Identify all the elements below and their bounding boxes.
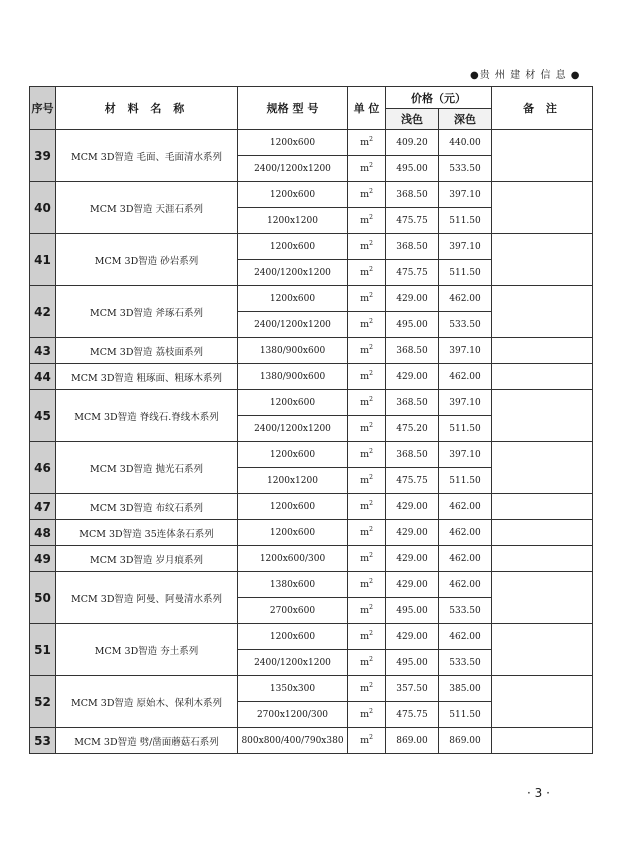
table-row [30, 676, 593, 702]
table-row [30, 546, 593, 572]
unit-cell [348, 286, 386, 312]
row-seq: 39 [30, 130, 56, 182]
unit-cell [348, 156, 386, 182]
table-row [30, 520, 593, 546]
unit-exponent: 2 [369, 500, 373, 508]
price-light-cell: 368.50 [386, 338, 439, 364]
price-dark-cell: 533.50 [439, 598, 492, 624]
table-row [30, 338, 593, 364]
unit-exponent: 2 [369, 734, 373, 742]
unit-exponent: 2 [369, 318, 373, 326]
unit-exponent: 2 [369, 240, 373, 248]
price-dark-cell: 462.00 [439, 286, 492, 312]
unit-base: m [360, 501, 370, 513]
price-light-cell: 475.75 [386, 702, 439, 728]
unit-base: m [360, 683, 370, 695]
unit-base: m [360, 605, 370, 617]
unit-exponent: 2 [369, 578, 373, 586]
unit-exponent: 2 [369, 682, 373, 690]
unit-cell [348, 208, 386, 234]
unit-base: m [360, 293, 370, 305]
note-cell [492, 182, 593, 234]
note-cell [492, 546, 593, 572]
unit-cell [348, 364, 386, 390]
unit-exponent: 2 [369, 604, 373, 612]
material-name: MCM 3D智造 原始木、保利木系列 [56, 676, 238, 728]
price-table [29, 86, 593, 754]
unit-base: m [360, 267, 370, 279]
unit-cell [348, 702, 386, 728]
price-dark-cell: 533.50 [439, 156, 492, 182]
unit-base: m [360, 163, 370, 175]
row-seq: 48 [30, 520, 56, 546]
price-light-cell: 475.75 [386, 468, 439, 494]
price-light-cell: 409.20 [386, 130, 439, 156]
price-dark-cell: 511.50 [439, 702, 492, 728]
unit-base: m [360, 579, 370, 591]
unit-base: m [360, 631, 370, 643]
price-light-cell: 429.00 [386, 624, 439, 650]
unit-base: m [360, 241, 370, 253]
table-row [30, 442, 593, 468]
spec-cell: 1380/900x600 [238, 364, 348, 390]
header-spec: 规格 型 号 [238, 87, 348, 130]
unit-cell [348, 624, 386, 650]
note-cell [492, 442, 593, 494]
price-light-cell: 368.50 [386, 442, 439, 468]
row-seq: 47 [30, 494, 56, 520]
table-row [30, 182, 593, 208]
note-cell [492, 338, 593, 364]
note-cell [492, 520, 593, 546]
spec-cell: 2400/1200x1200 [238, 416, 348, 442]
price-dark-cell: 397.10 [439, 442, 492, 468]
material-name: MCM 3D智造 荔枝面系列 [56, 338, 238, 364]
unit-exponent: 2 [369, 370, 373, 378]
note-cell [492, 572, 593, 624]
unit-cell [348, 182, 386, 208]
price-dark-cell: 511.50 [439, 208, 492, 234]
row-seq: 49 [30, 546, 56, 572]
price-light-cell: 869.00 [386, 728, 439, 754]
spec-cell: 1200x600 [238, 286, 348, 312]
unit-base: m [360, 553, 370, 565]
material-name: MCM 3D智造 脊线石.脊线木系列 [56, 390, 238, 442]
price-light-cell: 475.20 [386, 416, 439, 442]
unit-exponent: 2 [369, 396, 373, 404]
price-dark-cell: 462.00 [439, 546, 492, 572]
price-light-cell: 495.00 [386, 598, 439, 624]
row-seq: 52 [30, 676, 56, 728]
unit-base: m [360, 137, 370, 149]
table-row [30, 130, 593, 156]
header-note: 备 注 [492, 87, 593, 130]
price-dark-cell: 397.10 [439, 390, 492, 416]
material-name: MCM 3D智造 毛面、毛面清水系列 [56, 130, 238, 182]
header-light: 浅色 [386, 109, 439, 130]
price-light-cell: 368.50 [386, 390, 439, 416]
price-dark-cell: 511.50 [439, 260, 492, 286]
header-price: 价格（元） [386, 87, 492, 109]
material-name: MCM 3D智造 天涯石系列 [56, 182, 238, 234]
price-dark-cell: 533.50 [439, 312, 492, 338]
unit-base: m [360, 735, 370, 747]
material-name: MCM 3D智造 砂岩系列 [56, 234, 238, 286]
unit-base: m [360, 345, 370, 357]
spec-cell: 2400/1200x1200 [238, 312, 348, 338]
price-light-cell: 475.75 [386, 260, 439, 286]
spec-cell: 1200x1200 [238, 468, 348, 494]
table-row [30, 390, 593, 416]
unit-cell [348, 130, 386, 156]
unit-base: m [360, 371, 370, 383]
spec-cell: 2400/1200x1200 [238, 260, 348, 286]
price-light-cell: 475.75 [386, 208, 439, 234]
price-dark-cell: 462.00 [439, 624, 492, 650]
unit-base: m [360, 449, 370, 461]
row-seq: 45 [30, 390, 56, 442]
unit-cell [348, 416, 386, 442]
material-name: MCM 3D智造 抛光石系列 [56, 442, 238, 494]
spec-cell: 1380/900x600 [238, 338, 348, 364]
unit-exponent: 2 [369, 266, 373, 274]
price-light-cell: 429.00 [386, 520, 439, 546]
spec-cell: 1350x300 [238, 676, 348, 702]
unit-exponent: 2 [369, 526, 373, 534]
spec-cell: 1380x600 [238, 572, 348, 598]
row-seq: 41 [30, 234, 56, 286]
table-row [30, 234, 593, 260]
unit-cell [348, 572, 386, 598]
unit-cell [348, 546, 386, 572]
spec-cell: 1200x600 [238, 494, 348, 520]
table-row [30, 728, 593, 754]
header-dark: 深色 [439, 109, 492, 130]
publication-header: ●贵 州 建 材 信 息 ● [470, 70, 581, 81]
note-cell [492, 364, 593, 390]
note-cell [492, 130, 593, 182]
note-cell [492, 494, 593, 520]
header-unit: 单 位 [348, 87, 386, 130]
table-row [30, 624, 593, 650]
unit-exponent: 2 [369, 630, 373, 638]
price-dark-cell: 440.00 [439, 130, 492, 156]
spec-cell: 1200x600 [238, 234, 348, 260]
row-seq: 43 [30, 338, 56, 364]
unit-cell [348, 260, 386, 286]
unit-base: m [360, 657, 370, 669]
unit-cell [348, 598, 386, 624]
spec-cell: 1200x1200 [238, 208, 348, 234]
unit-cell [348, 312, 386, 338]
spec-cell: 1200x600 [238, 520, 348, 546]
unit-exponent: 2 [369, 292, 373, 300]
material-name: MCM 3D智造 夯土系列 [56, 624, 238, 676]
table-row [30, 286, 593, 312]
page-number: · 3 · [527, 786, 550, 800]
row-seq: 53 [30, 728, 56, 754]
price-dark-cell: 397.10 [439, 338, 492, 364]
note-cell [492, 676, 593, 728]
unit-exponent: 2 [369, 448, 373, 456]
unit-cell [348, 442, 386, 468]
note-cell [492, 286, 593, 338]
unit-cell [348, 390, 386, 416]
price-dark-cell: 397.10 [439, 234, 492, 260]
price-dark-cell: 385.00 [439, 676, 492, 702]
price-dark-cell: 869.00 [439, 728, 492, 754]
price-light-cell: 357.50 [386, 676, 439, 702]
unit-base: m [360, 215, 370, 227]
material-name: MCM 3D智造 粗琢面、粗琢木系列 [56, 364, 238, 390]
material-name: MCM 3D智造 阿曼、阿曼清水系列 [56, 572, 238, 624]
unit-cell [348, 338, 386, 364]
price-light-cell: 368.50 [386, 182, 439, 208]
unit-exponent: 2 [369, 136, 373, 144]
material-name: MCM 3D智造 35连体条石系列 [56, 520, 238, 546]
unit-exponent: 2 [369, 656, 373, 664]
unit-exponent: 2 [369, 552, 373, 560]
unit-exponent: 2 [369, 344, 373, 352]
unit-base: m [360, 709, 370, 721]
header-seq: 序号 [30, 87, 56, 130]
price-dark-cell: 533.50 [439, 650, 492, 676]
price-light-cell: 429.00 [386, 494, 439, 520]
price-dark-cell: 511.50 [439, 416, 492, 442]
note-cell [492, 728, 593, 754]
unit-base: m [360, 397, 370, 409]
note-cell [492, 234, 593, 286]
row-seq: 44 [30, 364, 56, 390]
spec-cell: 1200x600 [238, 442, 348, 468]
material-name: MCM 3D智造 布纹石系列 [56, 494, 238, 520]
price-dark-cell: 462.00 [439, 364, 492, 390]
unit-cell [348, 468, 386, 494]
unit-exponent: 2 [369, 162, 373, 170]
unit-base: m [360, 475, 370, 487]
unit-exponent: 2 [369, 188, 373, 196]
unit-exponent: 2 [369, 214, 373, 222]
unit-exponent: 2 [369, 474, 373, 482]
unit-exponent: 2 [369, 708, 373, 716]
unit-base: m [360, 527, 370, 539]
spec-cell: 2400/1200x1200 [238, 156, 348, 182]
price-dark-cell: 397.10 [439, 182, 492, 208]
unit-cell [348, 676, 386, 702]
note-cell [492, 624, 593, 676]
spec-cell: 2400/1200x1200 [238, 650, 348, 676]
material-name: MCM 3D智造 劈/凿面蘑菇石系列 [56, 728, 238, 754]
price-light-cell: 495.00 [386, 312, 439, 338]
table-row [30, 364, 593, 390]
price-dark-cell: 511.50 [439, 468, 492, 494]
price-light-cell: 495.00 [386, 156, 439, 182]
spec-cell: 1200x600 [238, 182, 348, 208]
price-light-cell: 368.50 [386, 234, 439, 260]
note-cell [492, 390, 593, 442]
header-name: 材 料 名 称 [56, 87, 238, 130]
spec-cell: 1200x600 [238, 624, 348, 650]
spec-cell: 1200x600 [238, 130, 348, 156]
table-row [30, 572, 593, 598]
price-dark-cell: 462.00 [439, 520, 492, 546]
unit-cell [348, 650, 386, 676]
unit-base: m [360, 189, 370, 201]
unit-cell [348, 728, 386, 754]
price-dark-cell: 462.00 [439, 572, 492, 598]
price-light-cell: 495.00 [386, 650, 439, 676]
price-light-cell: 429.00 [386, 546, 439, 572]
spec-cell: 800x800/400/790x380 [238, 728, 348, 754]
unit-base: m [360, 319, 370, 331]
unit-base: m [360, 423, 370, 435]
table-row [30, 494, 593, 520]
spec-cell: 2700x1200/300 [238, 702, 348, 728]
unit-cell [348, 520, 386, 546]
row-seq: 40 [30, 182, 56, 234]
unit-cell [348, 494, 386, 520]
row-seq: 51 [30, 624, 56, 676]
row-seq: 50 [30, 572, 56, 624]
price-light-cell: 429.00 [386, 572, 439, 598]
table-body [30, 130, 593, 754]
material-name: MCM 3D智造 斧琢石系列 [56, 286, 238, 338]
material-name: MCM 3D智造 岁月痕系列 [56, 546, 238, 572]
spec-cell: 1200x600 [238, 390, 348, 416]
price-light-cell: 429.00 [386, 364, 439, 390]
price-dark-cell: 462.00 [439, 494, 492, 520]
row-seq: 42 [30, 286, 56, 338]
unit-cell [348, 234, 386, 260]
row-seq: 46 [30, 442, 56, 494]
unit-exponent: 2 [369, 422, 373, 430]
spec-cell: 1200x600/300 [238, 546, 348, 572]
price-light-cell: 429.00 [386, 286, 439, 312]
spec-cell: 2700x600 [238, 598, 348, 624]
